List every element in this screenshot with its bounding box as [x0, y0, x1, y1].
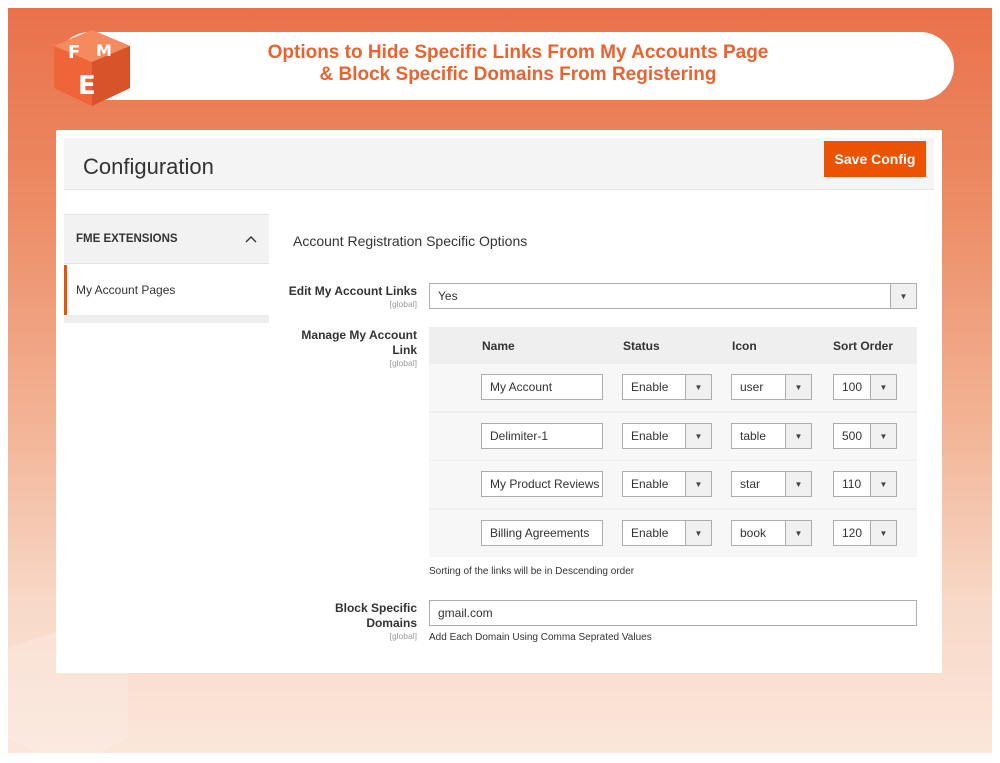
link-icon-value: book — [740, 526, 767, 540]
dropdown-arrow-icon: ▼ — [870, 521, 896, 545]
edit-links-label-text: Edit My Account Links — [288, 284, 417, 298]
block-domains-label — [271, 601, 417, 641]
manage-links-label-line2: Link — [392, 343, 417, 357]
manage-links-label-line1: Manage My Account — [301, 328, 417, 342]
manage-links-label — [271, 328, 417, 368]
link-name-input[interactable]: My Account — [481, 374, 603, 400]
link-icon-select[interactable] — [731, 471, 812, 497]
dropdown-arrow-icon: ▼ — [685, 375, 711, 399]
banner-title — [158, 42, 878, 86]
sidebar-group-fme-extensions[interactable] — [64, 214, 269, 264]
page-title: Configuration — [83, 154, 214, 179]
link-status-value: Enable — [631, 380, 669, 394]
block-domains-input[interactable]: gmail.com — [429, 600, 917, 626]
column-header-status: Status — [623, 339, 660, 353]
link-name-input[interactable]: Billing Agreements — [481, 520, 603, 546]
table-row — [429, 413, 917, 460]
svg-text:M: M — [96, 41, 112, 60]
sidebar-item-my-account-pages[interactable] — [64, 265, 269, 315]
link-status-select[interactable] — [622, 423, 712, 449]
column-header-name: Name — [482, 339, 515, 353]
chevron-up-icon — [245, 235, 257, 243]
link-status-select[interactable] — [622, 520, 712, 546]
link-status-select[interactable] — [622, 471, 712, 497]
page-header — [64, 138, 934, 190]
link-icon-value: star — [740, 477, 761, 491]
section-title: Account Registration Specific Options — [293, 233, 528, 249]
link-status-select[interactable] — [622, 374, 712, 400]
link-sort-select[interactable] — [833, 423, 897, 449]
fme-logo-icon — [44, 26, 140, 110]
block-domains-note: Add Each Domain Using Comma Seprated Values — [429, 632, 652, 643]
link-status-value: Enable — [631, 477, 669, 491]
account-links-grid — [429, 327, 917, 555]
edit-links-select[interactable] — [429, 283, 917, 309]
dropdown-arrow-icon: ▼ — [785, 521, 811, 545]
dropdown-arrow-icon: ▼ — [685, 472, 711, 496]
block-domains-scope: [global] — [389, 631, 417, 641]
dropdown-arrow-icon: ▼ — [870, 424, 896, 448]
link-icon-select[interactable] — [731, 423, 812, 449]
link-sort-value: 500 — [842, 429, 863, 443]
dropdown-arrow-icon: ▼ — [890, 284, 916, 308]
dropdown-arrow-icon: ▼ — [870, 375, 896, 399]
link-sort-select[interactable] — [833, 374, 897, 400]
svg-text:F: F — [68, 42, 81, 63]
manage-links-scope: [global] — [389, 358, 417, 368]
block-domains-label-line1: Block Specific — [334, 601, 417, 615]
column-header-sort-order: Sort Order — [833, 339, 894, 353]
dropdown-arrow-icon: ▼ — [785, 472, 811, 496]
dropdown-arrow-icon: ▼ — [870, 472, 896, 496]
edit-links-label — [271, 284, 417, 309]
banner-title-line2: & Block Specific Domains From Registering — [319, 64, 717, 85]
save-config-button[interactable]: Save Config — [824, 141, 926, 177]
link-icon-value: user — [740, 380, 764, 394]
link-name-input[interactable]: My Product Reviews — [481, 471, 603, 497]
dropdown-arrow-icon: ▼ — [685, 424, 711, 448]
link-sort-value: 100 — [842, 380, 863, 394]
link-sort-select[interactable] — [833, 471, 897, 497]
table-row — [429, 364, 917, 411]
link-name-input[interactable]: Delimiter-1 — [481, 423, 603, 449]
promo-frame — [8, 8, 992, 753]
table-row — [429, 510, 917, 557]
link-status-value: Enable — [631, 526, 669, 540]
edit-links-value: Yes — [438, 289, 458, 303]
sorting-note: Sorting of the links will be in Descending order — [429, 566, 635, 577]
column-header-icon: Icon — [732, 339, 757, 353]
link-icon-value: table — [740, 429, 767, 443]
table-row — [429, 461, 917, 508]
banner-title-line1: Options to Hide Specific Links From My Accounts Page — [267, 42, 769, 63]
dropdown-arrow-icon: ▼ — [785, 424, 811, 448]
link-icon-select[interactable] — [731, 520, 812, 546]
link-sort-value: 120 — [842, 526, 863, 540]
edit-links-scope: [global] — [389, 299, 417, 309]
dropdown-arrow-icon: ▼ — [785, 375, 811, 399]
link-sort-select[interactable] — [833, 520, 897, 546]
sidebar-group-label: FME EXTENSIONS — [76, 233, 178, 245]
block-domains-label-line2: Domains — [366, 616, 417, 630]
link-icon-select[interactable] — [731, 374, 812, 400]
link-status-value: Enable — [631, 429, 669, 443]
dropdown-arrow-icon: ▼ — [685, 521, 711, 545]
config-panel — [56, 130, 942, 673]
config-sidebar — [64, 214, 269, 323]
link-sort-value: 110 — [842, 477, 862, 491]
sidebar-item-label: My Account Pages — [76, 283, 176, 297]
svg-text:E: E — [78, 71, 96, 101]
